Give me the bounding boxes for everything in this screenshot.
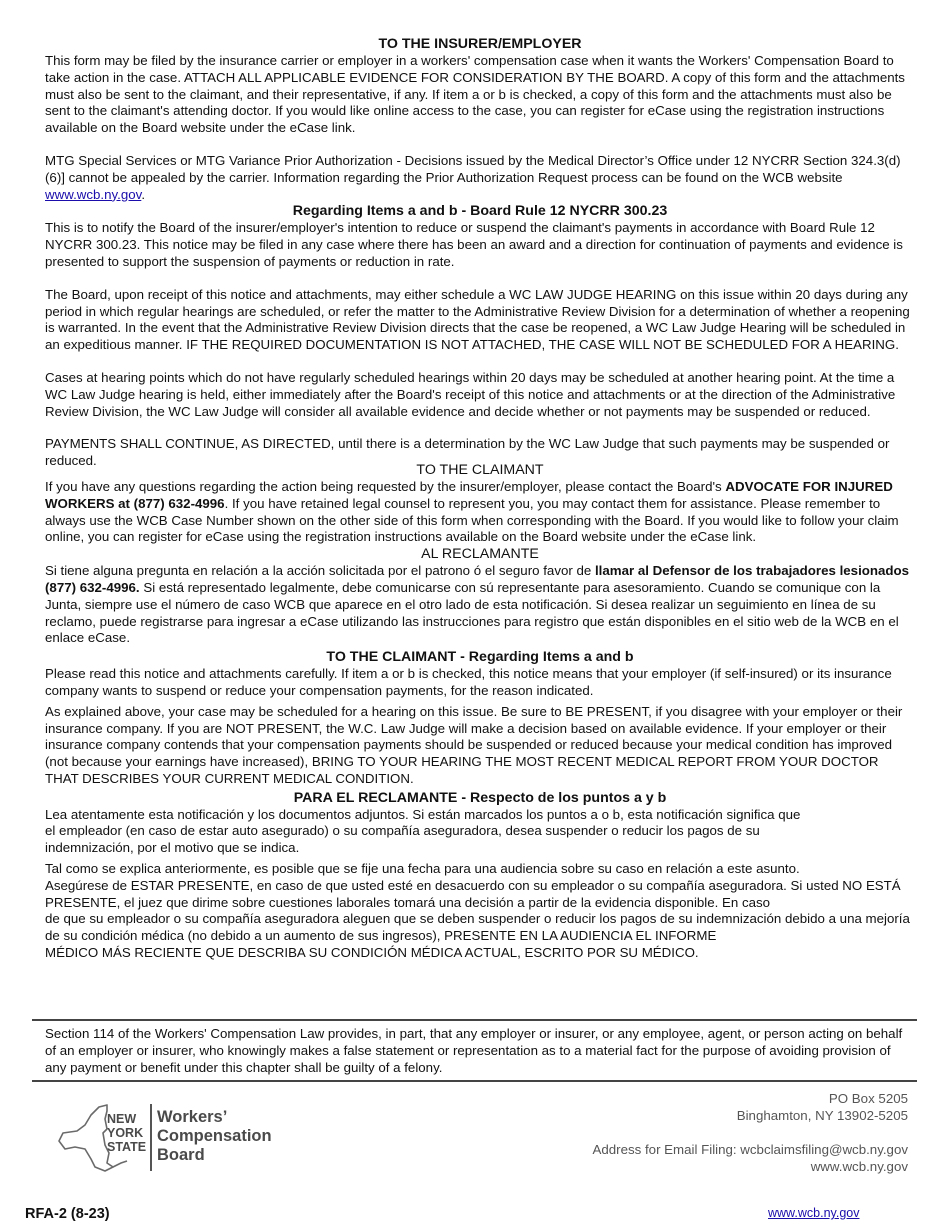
footer-website: www.wcb.ny.gov xyxy=(810,1159,908,1174)
claimant-ab-heading: TO THE CLAIMANT - Regarding Items a and b xyxy=(326,649,634,666)
defensor-phone: llamar al Defensor de los trabajadores lesionados (877) 632-4996. xyxy=(45,563,910,595)
logo-divider xyxy=(150,1104,152,1171)
bottom-website-link[interactable]: www.wcb.ny.gov xyxy=(768,1206,860,1220)
items-ab-paragraph-1: This is to notify the Board of the insurer/employer's intention to reduce or suspend the claimant's payments in accordance with Board Rule 12 NYCRR 300.23. This notice may be filed in any case where there has been an award and a direction for continuation of payments and evidence is presented to support the suspension of payments or reduction in rate. xyxy=(45,220,903,269)
reclamante-ab-paragraph-1 xyxy=(45,807,915,857)
logo-york: YORK xyxy=(107,1126,144,1140)
items-ab-paragraph-2: The Board, upon receipt of this notice and attachments, may either schedule a WC LAW JUDGE HEARING on this issue within 20 days during any period in which regular hearings are scheduled, or refer the matter to the Administrative Review Division for a determination of whether a reopening is warranted. In the event that the Administrative Review Division directs that the case be reopened, a WC Law Judge Hearing will be scheduled in an expeditious manner. IF THE REQUIRED DOCUMENTATION IS NOT ATTACHED, THE CASE WILL NOT BE SCHEDULED FOR A HEARING. xyxy=(45,286,910,353)
section-114-notice: Section 114 of the Workers' Compensation Law provides, in part, that any employer or insurer, or any employee, agent, or person acting on behalf of an employer or insurer, who knowingly makes a false statement or representation as to a material fact for the purpose of avoiding provision of any payment or benefit under this chapter shall be guilty of a felony. xyxy=(45,1026,903,1075)
reclamante-ab-p2-line-2: Asegúrese de ESTAR PRESENTE, en caso de que usted esté en desacuerdo con su empleador o su compañía aseguradora. Si usted NO ESTÁ PRESENTE, el juez que dirime sobre cuestiones laborales tomará una decisión a partir de la evidencia disponible. En caso xyxy=(45,877,901,910)
claimant-ab-paragraph-1: Please read this notice and attachments carefully. If item a or b is checked, this notice means that your employer (if self-insured) or its insurance company wants to suspend or reduce your compensation payments, for the reason indicated. xyxy=(45,666,892,698)
claimant-text-1: If you have any questions regarding the action being requested by the insurer/employer, please contact the Board's xyxy=(45,478,726,494)
claimant-ab-paragraph-2: As explained above, your case may be scheduled for a hearing on this issue. Be sure to BE PRESENT, if you disagree with your employer or their insurance company. If you are NOT PRESENT, the W.C. Law Judge will make a decision based on available evidence. If your employer or their insurance company contends that your compensation payments should be suspended or reduced because your medical condition has improved (not because your earnings have increased), BRING TO YOUR HEARING THE MOST RECENT MEDICAL REPORT FROM YOUR DOCTOR THAT DESCRIBES YOUR CURRENT MEDICAL CONDITION. xyxy=(45,703,903,786)
email-filing xyxy=(593,1141,909,1175)
logo-line-compensation: Compensation xyxy=(157,1127,272,1145)
reclamante-ab-p2-line-4: MÉDICO MÁS RECIENTE QUE DESCRIBA SU CONDICIÓN MÉDICA ACTUAL, ESCRITO POR SU MÉDICO. xyxy=(45,945,699,961)
items-ab-paragraph-4: PAYMENTS SHALL CONTINUE, AS DIRECTED, until there is a determination by the WC Law Judge that such payments may be suspended or reduced. xyxy=(45,436,890,469)
reclamante-ab-p1-line-3: indemnización, por el motivo que se indica. xyxy=(45,840,300,856)
items-ab-heading: Regarding Items a and b - Board Rule 12 NYCRR 300.23 xyxy=(292,203,668,220)
items-ab-paragraph-3: Cases at hearing points which do not have regularly scheduled hearings within 20 days may be scheduled at another hearing point. At the time a WC Law Judge hearing is held, either immediately after the Board's receipt of this notice and attachments or at the direction of the Administrative Review Division, the WC Law Judge will consider all available evidence and decide whether or not payments may be suspended or reduced. xyxy=(45,369,896,419)
reclamante-text-2: Si está representado legalmente, debe comunicarse con sú representante para asesoramiento. Cuando se comunique con la Junta, siempre use el número de caso WCB que aparece en el otro lado de esta notificación. Si desea realizar un seguimiento en línea de su reclamo, puede registrarse para ingresar a eCase utilizando las instrucciones para registro que están disponibles en el sitio web de la WCB en el enlace eCase. xyxy=(45,579,899,646)
reclamante-ab-p1-line-1: Lea atentamente esta notificación y los documentos adjuntos. Si están marcados los puntos a o b, esta notificación significa que xyxy=(45,806,801,822)
insurer-p2-end: . xyxy=(141,186,146,202)
reclamante-heading: AL RECLAMANTE xyxy=(421,546,539,563)
claimant-heading: TO THE CLAIMANT xyxy=(416,461,544,478)
reclamante-ab-p2-line-3: de que su empleador o su compañía aseguradora aleguen que se deben suspender o reducir los pagos de su indemnización debido a una mejoría de su condición médica (no debido a un aumento de sus ingresos), PRESENTE EN LA AUDIENCIA EL INFORME xyxy=(45,911,910,944)
form-instructions-page xyxy=(45,36,915,962)
city-state-zip: Binghamton, NY 13902-5205 xyxy=(736,1108,908,1123)
reclamante-ab-heading: PARA EL RECLAMANTE - Respecto de los puntos a y b xyxy=(293,789,667,806)
mailing-address xyxy=(737,1090,908,1124)
wcb-logo-wordmark xyxy=(157,1108,272,1165)
logo-line-board: Board xyxy=(157,1146,205,1164)
divider-bottom xyxy=(32,1080,917,1082)
reclamante-ab-paragraph-2 xyxy=(45,861,915,962)
form-number: RFA-2 (8-23) xyxy=(25,1206,110,1222)
wcb-website-link[interactable]: www.wcb.ny.gov xyxy=(45,186,142,202)
reclamante-ab-p1-line-2: el empleador (en caso de estar auto asegurado) o su compañía aseguradora, desea suspender o reducir los pagos de su xyxy=(45,823,760,839)
divider-top xyxy=(32,1019,917,1021)
insurer-paragraph-1: This form may be filed by the insurance carrier or employer in a workers' compensation case when it wants the Workers' Compensation Board to take action in the case. ATTACH ALL APPLICABLE EVIDENCE FOR CONSIDERATION BY THE BOARD. A copy of this form and the attachments must also be sent to the claimant, and their representative, if any. If item a or b is checked, a copy of this form and the attachments must also be sent to the claimant's attending doctor. If you would like online access to the case, you can register for eCase using the registration instructions available on the Board website under the eCase link. xyxy=(45,53,905,136)
reclamante-ab-p2-line-1: Tal como se explica anteriormente, es posible que se fije una fecha para una audiencia sobre su caso en relación a este asunto. xyxy=(45,861,800,877)
advocate-phone: ADVOCATE FOR INJURED WORKERS at (877) 632-4996 xyxy=(45,478,893,511)
claimant-text-2: . If you have retained legal counsel to represent you, you may contact them for assistance. Please remember to always use the WCB Case Number shown on the other side of this form when corresponding with the Board. If you would like to follow your claim online, you can register for eCase using the registration instructions available on the Board website under the eCase link. xyxy=(45,495,899,545)
logo-line-workers: Workers’ xyxy=(157,1108,228,1126)
logo-state: STATE xyxy=(107,1140,147,1154)
po-box: PO Box 5205 xyxy=(828,1091,908,1106)
insurer-heading: TO THE INSURER/EMPLOYER xyxy=(378,36,582,52)
insurer-paragraph-2 xyxy=(45,153,915,203)
insurer-p2-text: MTG Special Services or MTG Variance Prior Authorization - Decisions issued by the Medical Director’s Office under 12 NYCRR Section 324.3(d)(6)] cannot be appealed by the carrier. Information regarding the Prior Authorization Request process can be found on the WCB website xyxy=(45,152,901,185)
logo-new: NEW xyxy=(107,1112,137,1126)
claimant-paragraph xyxy=(45,479,915,546)
reclamante-paragraph xyxy=(45,563,915,647)
email-filing-address: Address for Email Filing: wcbclaimsfiling@wcb.ny.gov xyxy=(592,1142,908,1157)
reclamante-text-1: Si tiene alguna pregunta en relación a la acción solicitada por el patrono ó el seguro favor de xyxy=(45,563,595,579)
